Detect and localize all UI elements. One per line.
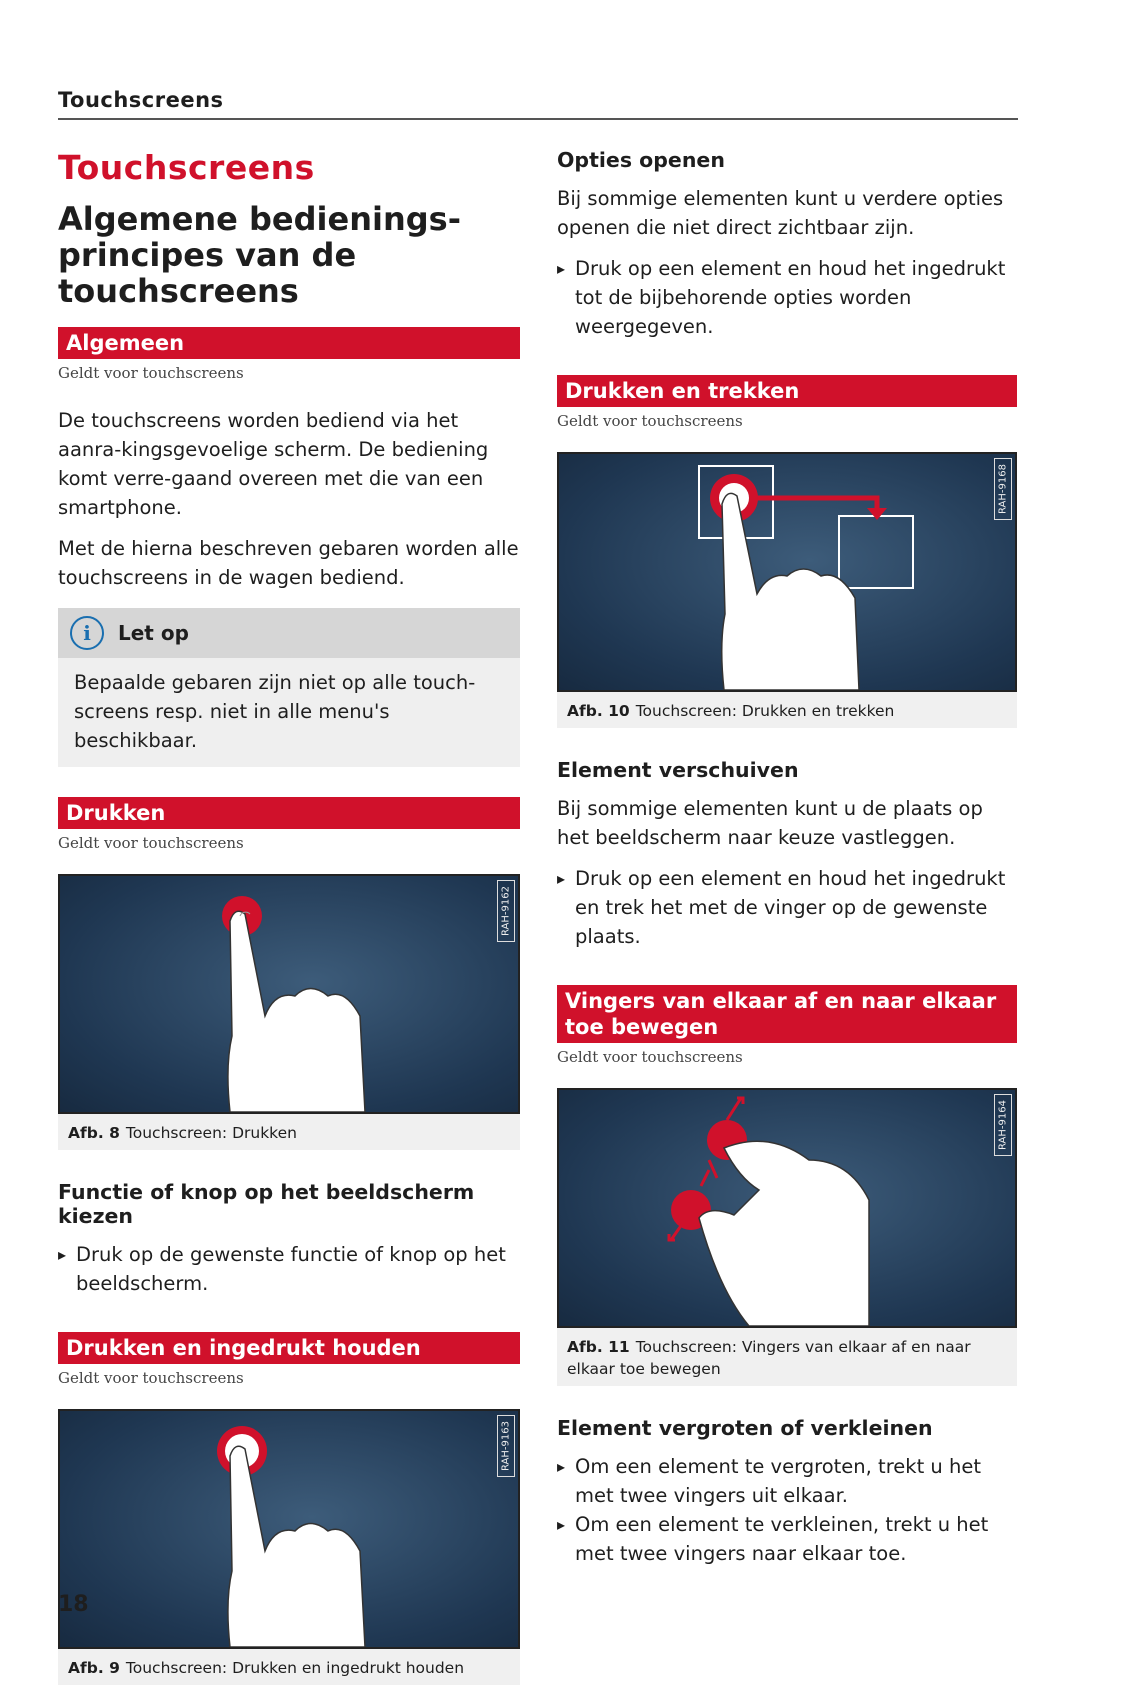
trekken-applies: Geldt voor touchscreens [557,412,743,430]
vingers-applies: Geldt voor touchscreens [557,1048,743,1066]
note-text: Bepaalde gebaren zijn niet op alle touch-screens resp. niet in alle menu's beschikbaar. [74,671,476,752]
caption-number: Afb. 9 [68,1659,120,1677]
figure-id: RAH-9162 [497,880,515,942]
tap-illustration [60,876,518,1112]
trekken-bar: Drukken en trekken [557,375,1017,407]
note-title: Let op [118,621,189,645]
functie-bullet: ▸ Druk op de gewenste functie of knop op het beeldscherm. [58,1240,520,1298]
pinch-arrow-icon [701,1160,717,1186]
caption-number: Afb. 11 [567,1338,630,1356]
vingers-bar: Vingers van elkaar af en naar elkaar toe bewegen [557,985,1017,1043]
ingedrukt-bar: Drukken en ingedrukt houden [58,1332,520,1364]
running-header: Touchscreens [58,88,224,112]
figure-10 [557,452,1017,692]
page-number: 18 [58,1592,89,1617]
hand-icon [228,911,365,1112]
verschuiven-bullet: ▸ Druk op een element en houd het ingedrukt en trek het met de vinger op de gewenste plaats. [557,864,1017,951]
verschuiven-heading: Element verschuiven [557,758,799,782]
algemeen-paragraph-1: De touchscreens worden bediend via het aanra-kingsgevoelige scherm. De bediening komt verre-gaand overeen met die van een smartphone. [58,409,489,519]
main-heading: Algemene bedienings- principes van de touchscreens [58,200,461,310]
figure-9 [58,1409,520,1649]
figure-9-caption [58,1649,520,1685]
vergroten-bullet-2: ▸ Om een element te verkleinen, trekt u het met twee vingers naar elkaar toe. [557,1510,1017,1568]
opties-paragraph: Bij sommige elementen kunt u verdere opties openen die niet direct zichtbaar zijn. [557,187,1004,239]
hand-icon [228,1446,365,1647]
opties-heading: Opties openen [557,148,725,172]
algemeen-applies: Geldt voor touchscreens [58,364,244,382]
press-hold-illustration [60,1411,518,1647]
target-box-icon [839,516,913,588]
right-column [557,140,1017,1568]
note-header [58,608,520,658]
hand-icon [699,1141,869,1326]
drukken-bar: Drukken [58,797,520,829]
drag-illustration [559,454,1015,690]
figure-10-caption [557,692,1017,728]
caption-text: Touchscreen: Drukken en ingedrukt houden [125,1659,465,1677]
vergroten-heading: Element vergroten of verkleinen [557,1416,933,1440]
section-title: Touchscreens [58,148,315,187]
caption-text: Touchscreen: Drukken en trekken [635,702,895,720]
info-icon: i [70,616,104,650]
caption-number: Afb. 10 [567,702,630,720]
opties-bullet: ▸ Druk op een element en houd het ingedrukt tot de bijbehorende opties worden weergegeven. [557,254,1017,341]
algemeen-paragraph-2: Met de hierna beschreven gebaren worden alle touchscreens in de wagen bediend. [58,537,519,589]
caption-number: Afb. 8 [68,1124,120,1142]
algemeen-bar: Algemeen [58,327,520,359]
vergroten-bullet-1: ▸ Om een element te vergroten, trekt u het met twee vingers uit elkaar. [557,1452,1017,1510]
figure-8 [58,874,520,1114]
functie-heading: Functie of knop op het beeldscherm kiezen [58,1180,475,1228]
note-box [58,608,520,767]
figure-8-caption [58,1114,520,1150]
caption-text: Touchscreen: Vingers van elkaar af en naar elkaar toe bewegen [567,1338,971,1378]
caption-text: Touchscreen: Drukken [125,1124,297,1142]
figure-id: RAH-9164 [994,1094,1012,1156]
figure-11 [557,1088,1017,1328]
ingedrukt-applies: Geldt voor touchscreens [58,1369,244,1387]
verschuiven-paragraph: Bij sommige elementen kunt u de plaats op het beeldscherm naar keuze vastleggen. [557,797,983,849]
figure-id: RAH-9168 [994,458,1012,520]
header-divider [58,118,1018,120]
left-column [58,140,520,1685]
pinch-illustration [559,1090,1015,1326]
figure-11-caption [557,1328,1017,1386]
figure-id: RAH-9163 [497,1415,515,1477]
expand-arrow-icon [727,1098,743,1120]
drukken-applies: Geldt voor touchscreens [58,834,244,852]
